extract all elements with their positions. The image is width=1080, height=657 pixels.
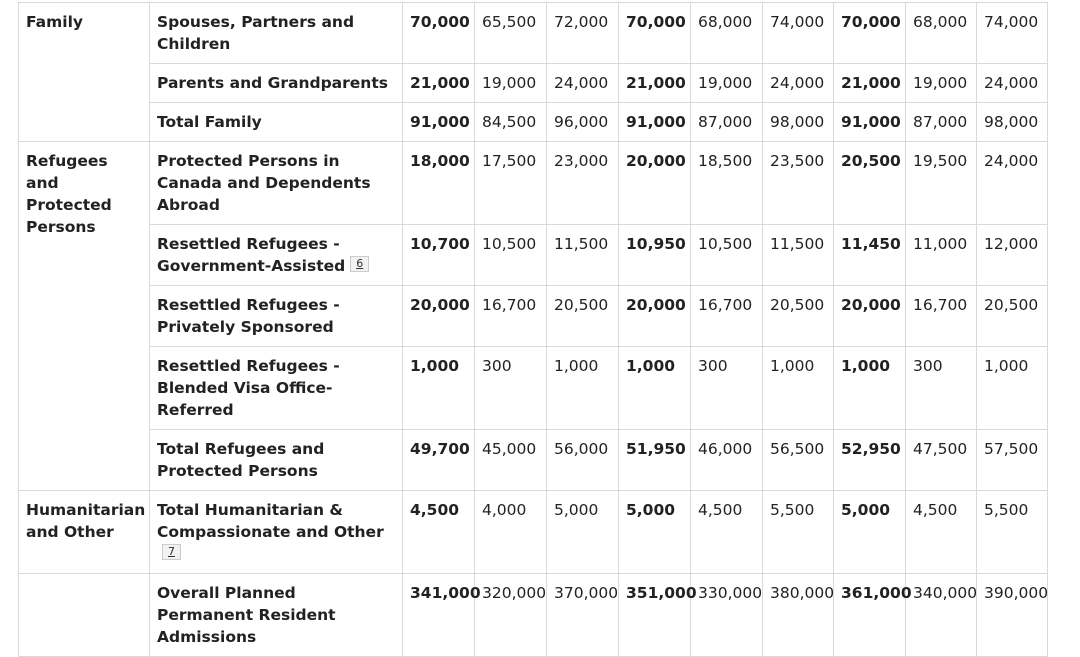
low-range-cell: 320,000: [475, 574, 547, 657]
low-range-cell: 10,500: [691, 225, 763, 286]
subcategory-cell: [150, 225, 403, 286]
low-range-cell: 17,500: [475, 142, 547, 225]
low-range-cell: 330,000: [691, 574, 763, 657]
footnote-link[interactable]: 6: [350, 256, 369, 272]
high-range-cell: 380,000: [763, 574, 834, 657]
low-range-cell: 84,500: [475, 103, 547, 142]
target-cell: 20,000: [619, 286, 691, 347]
target-cell: 91,000: [403, 103, 475, 142]
subcategory-cell: [150, 64, 403, 103]
footnote-link[interactable]: 7: [162, 544, 181, 560]
high-range-cell: 57,500: [977, 430, 1048, 491]
low-range-cell: 68,000: [691, 3, 763, 64]
target-cell: 21,000: [834, 64, 906, 103]
low-range-cell: 300: [691, 347, 763, 430]
target-cell: 70,000: [834, 3, 906, 64]
table-row: [19, 64, 1048, 103]
high-range-cell: 96,000: [547, 103, 619, 142]
category-label: Humanitarian and Other: [26, 501, 146, 541]
subcategory-cell: [150, 142, 403, 225]
target-cell: 1,000: [619, 347, 691, 430]
high-range-cell: 5,500: [977, 491, 1048, 574]
target-cell: 1,000: [403, 347, 475, 430]
low-range-cell: 19,000: [906, 64, 977, 103]
low-range-cell: 68,000: [906, 3, 977, 64]
target-cell: 21,000: [619, 64, 691, 103]
high-range-cell: 74,000: [763, 3, 834, 64]
high-range-cell: 12,000: [977, 225, 1048, 286]
low-range-cell: 18,500: [691, 142, 763, 225]
target-cell: 70,000: [403, 3, 475, 64]
subcategory-label: Protected Persons in Canada and Dependents Abroad: [157, 152, 371, 214]
table-row: [19, 347, 1048, 430]
low-range-cell: 10,500: [475, 225, 547, 286]
target-cell: 20,500: [834, 142, 906, 225]
low-range-cell: 4,500: [906, 491, 977, 574]
table-row: [19, 574, 1048, 657]
target-cell: 70,000: [619, 3, 691, 64]
low-range-cell: 340,000: [906, 574, 977, 657]
high-range-cell: 20,500: [977, 286, 1048, 347]
subcategory-cell: [150, 574, 403, 657]
table-row: [19, 491, 1048, 574]
low-range-cell: 19,000: [691, 64, 763, 103]
table-row: [19, 430, 1048, 491]
high-range-cell: 98,000: [763, 103, 834, 142]
subcategory-cell: [150, 3, 403, 64]
category-cell-empty: [19, 574, 150, 657]
high-range-cell: 23,000: [547, 142, 619, 225]
immigration-levels-table: [18, 2, 1048, 657]
subcategory-label: Resettled Refugees - Privately Sponsored: [157, 296, 340, 336]
target-cell: 361,000: [834, 574, 906, 657]
low-range-cell: 16,700: [691, 286, 763, 347]
low-range-cell: 19,500: [906, 142, 977, 225]
subcategory-label: Total Family: [157, 113, 262, 131]
high-range-cell: 56,500: [763, 430, 834, 491]
target-cell: 5,000: [619, 491, 691, 574]
low-range-cell: 11,000: [906, 225, 977, 286]
target-cell: 351,000: [619, 574, 691, 657]
category-label: Refugees and Protected Persons: [26, 152, 112, 236]
subcategory-cell: [150, 491, 403, 574]
high-range-cell: 74,000: [977, 3, 1048, 64]
target-cell: 10,950: [619, 225, 691, 286]
high-range-cell: 20,500: [547, 286, 619, 347]
subcategory-label: Total Refugees and Protected Persons: [157, 440, 325, 480]
subcategory-cell: [150, 430, 403, 491]
target-cell: 10,700: [403, 225, 475, 286]
high-range-cell: 23,500: [763, 142, 834, 225]
low-range-cell: 16,700: [906, 286, 977, 347]
category-cell-humanitarian: [19, 491, 150, 574]
subcategory-label: Resettled Refugees - Blended Visa Office-Referred: [157, 357, 340, 419]
table-row: [19, 225, 1048, 286]
high-range-cell: 5,500: [763, 491, 834, 574]
target-cell: 1,000: [834, 347, 906, 430]
target-cell: 91,000: [834, 103, 906, 142]
high-range-cell: 72,000: [547, 3, 619, 64]
table-row: [19, 3, 1048, 64]
target-cell: 18,000: [403, 142, 475, 225]
target-cell: 11,450: [834, 225, 906, 286]
high-range-cell: 5,000: [547, 491, 619, 574]
table-row: [19, 103, 1048, 142]
subcategory-label: Resettled Refugees - Government-Assisted: [157, 235, 346, 275]
low-range-cell: 46,000: [691, 430, 763, 491]
target-cell: 52,950: [834, 430, 906, 491]
target-cell: 21,000: [403, 64, 475, 103]
target-cell: 20,000: [619, 142, 691, 225]
subcategory-cell: [150, 347, 403, 430]
category-label: Family: [26, 13, 84, 31]
high-range-cell: 24,000: [547, 64, 619, 103]
subcategory-cell: [150, 286, 403, 347]
high-range-cell: 98,000: [977, 103, 1048, 142]
target-cell: 20,000: [834, 286, 906, 347]
low-range-cell: 65,500: [475, 3, 547, 64]
low-range-cell: 300: [475, 347, 547, 430]
low-range-cell: 87,000: [906, 103, 977, 142]
target-cell: 49,700: [403, 430, 475, 491]
subcategory-label: Total Humanitarian & Compassionate and Other: [157, 501, 384, 541]
low-range-cell: 87,000: [691, 103, 763, 142]
low-range-cell: 47,500: [906, 430, 977, 491]
high-range-cell: 390,000: [977, 574, 1048, 657]
target-cell: 341,000: [403, 574, 475, 657]
high-range-cell: 370,000: [547, 574, 619, 657]
high-range-cell: 24,000: [763, 64, 834, 103]
high-range-cell: 24,000: [977, 142, 1048, 225]
target-cell: 5,000: [834, 491, 906, 574]
subcategory-label: Parents and Grandparents: [157, 74, 388, 92]
high-range-cell: 1,000: [763, 347, 834, 430]
subcategory-label: Spouses, Partners and Children: [157, 13, 355, 53]
table-row: [19, 286, 1048, 347]
high-range-cell: 20,500: [763, 286, 834, 347]
high-range-cell: 1,000: [547, 347, 619, 430]
category-cell-refugees: [19, 142, 150, 491]
subcategory-cell: [150, 103, 403, 142]
target-cell: 91,000: [619, 103, 691, 142]
target-cell: 20,000: [403, 286, 475, 347]
low-range-cell: 16,700: [475, 286, 547, 347]
table-row: [19, 142, 1048, 225]
high-range-cell: 56,000: [547, 430, 619, 491]
category-cell-family: [19, 3, 150, 142]
target-cell: 51,950: [619, 430, 691, 491]
subcategory-label: Overall Planned Permanent Resident Admissions: [157, 584, 336, 646]
low-range-cell: 300: [906, 347, 977, 430]
low-range-cell: 4,000: [475, 491, 547, 574]
low-range-cell: 19,000: [475, 64, 547, 103]
target-cell: 4,500: [403, 491, 475, 574]
high-range-cell: 11,500: [763, 225, 834, 286]
low-range-cell: 45,000: [475, 430, 547, 491]
high-range-cell: 24,000: [977, 64, 1048, 103]
low-range-cell: 4,500: [691, 491, 763, 574]
high-range-cell: 11,500: [547, 225, 619, 286]
high-range-cell: 1,000: [977, 347, 1048, 430]
